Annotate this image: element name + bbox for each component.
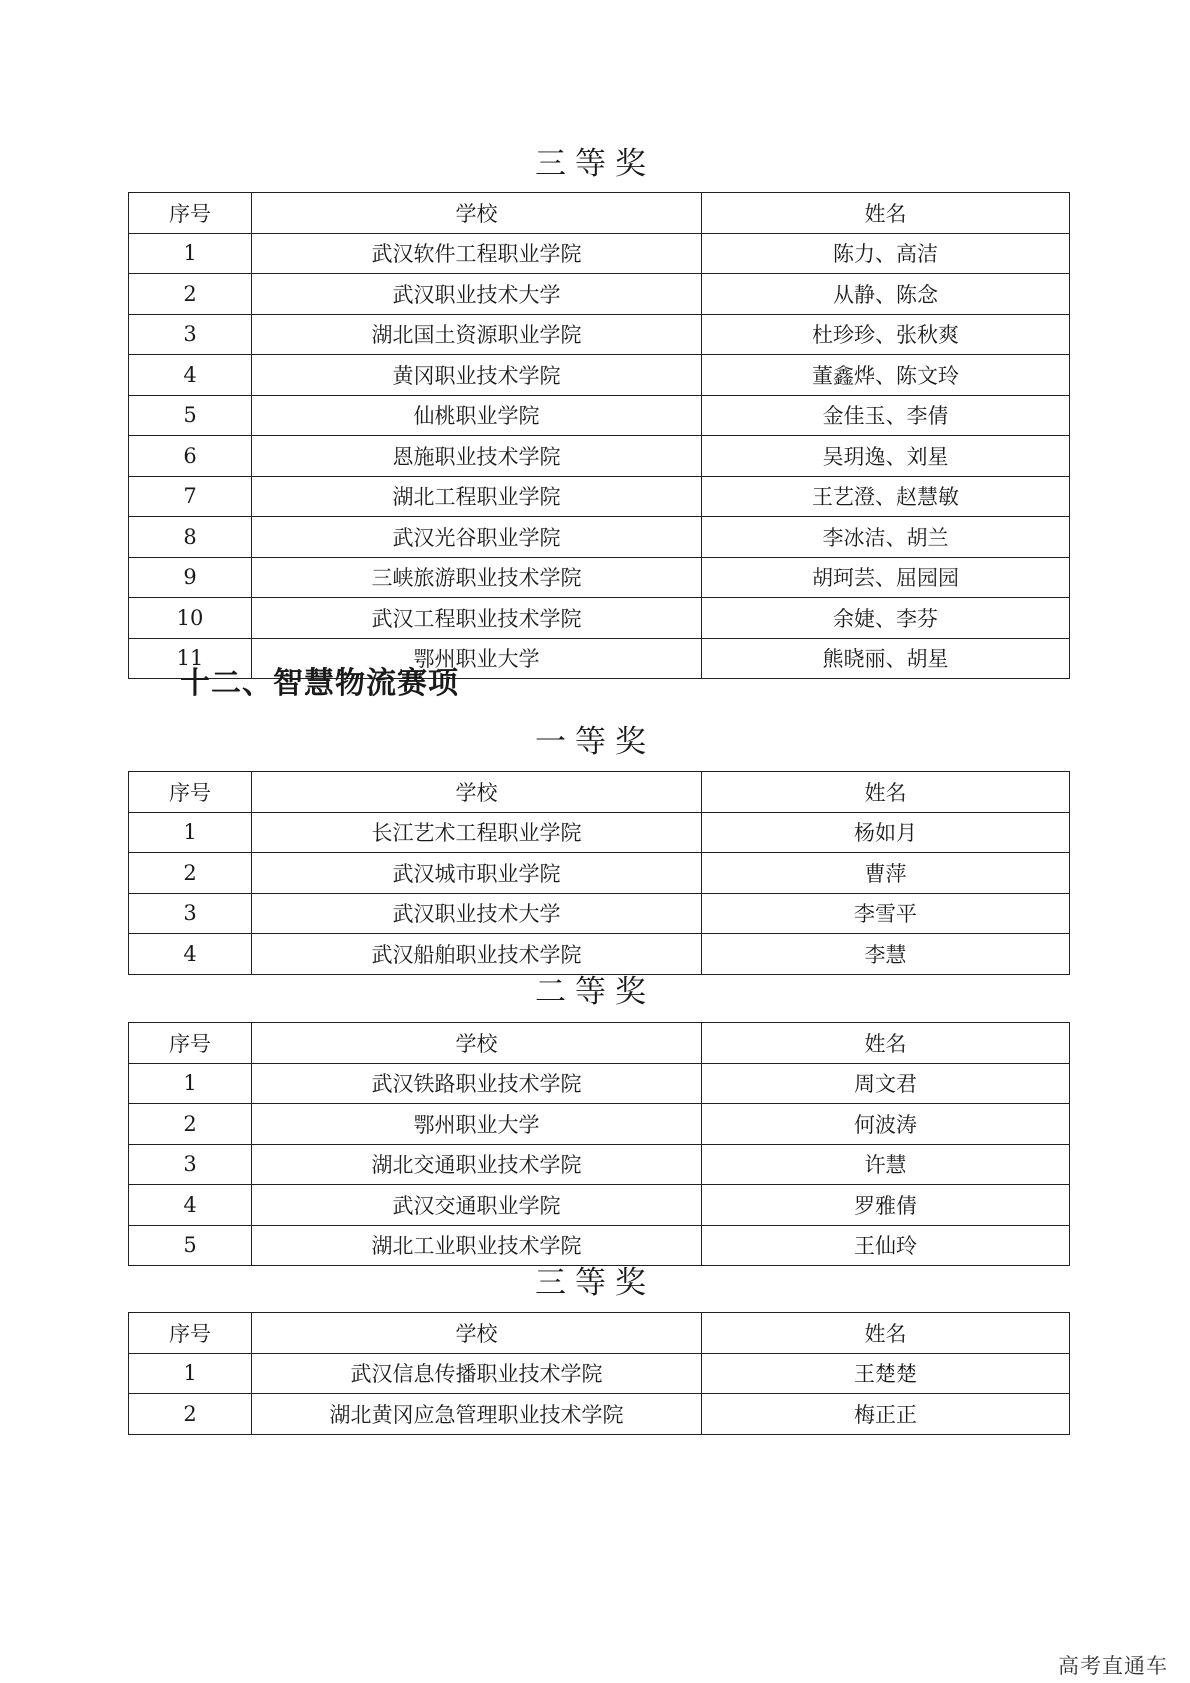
cell-index: 8 (129, 517, 252, 558)
table-row (129, 1185, 1070, 1226)
cell-school: 鄂州职业大学 (252, 638, 702, 679)
cell-school: 三峡旅游职业技术学院 (252, 557, 702, 598)
cell-school: 鄂州职业大学 (252, 1104, 702, 1145)
cell-school: 黄冈职业技术学院 (252, 355, 702, 396)
cell-school: 湖北国土资源职业学院 (252, 314, 702, 355)
cell-index: 11 (129, 638, 252, 679)
cell-school: 武汉铁路职业技术学院 (252, 1063, 702, 1104)
table-row (129, 1144, 1070, 1185)
header-name: 姓名 (702, 193, 1070, 234)
table-row (129, 233, 1070, 274)
award-heading-second: 二等奖 (535, 974, 655, 1010)
cell-index: 6 (129, 436, 252, 477)
cell-index: 1 (129, 1353, 252, 1394)
cell-school: 武汉信息传播职业技术学院 (252, 1353, 702, 1394)
cell-school: 湖北工程职业学院 (252, 476, 702, 517)
cell-index: 3 (129, 1144, 252, 1185)
cell-index: 9 (129, 557, 252, 598)
table-row (129, 853, 1070, 894)
cell-index: 7 (129, 476, 252, 517)
table-row (129, 1394, 1070, 1435)
award-table-first (128, 771, 1070, 975)
table-row (129, 517, 1070, 558)
header-index: 序号 (129, 1023, 252, 1064)
table-row (129, 557, 1070, 598)
cell-index: 5 (129, 395, 252, 436)
table-row (129, 893, 1070, 934)
cell-school: 长江艺术工程职业学院 (252, 812, 702, 853)
section-title: 十二、智慧物流赛项 (180, 666, 459, 701)
header-index: 序号 (129, 772, 252, 813)
table-row (129, 812, 1070, 853)
cell-school: 武汉船舶职业技术学院 (252, 934, 702, 975)
cell-index: 1 (129, 233, 252, 274)
table-header-row (129, 1023, 1070, 1064)
table-row (129, 395, 1070, 436)
cell-index: 2 (129, 1104, 252, 1145)
award-table-third-1 (128, 192, 1070, 679)
cell-name: 余婕、李芬 (702, 598, 1070, 639)
header-school: 学校 (252, 193, 702, 234)
table-row (129, 1353, 1070, 1394)
cell-name: 胡珂芸、屈园园 (702, 557, 1070, 598)
cell-name: 杜珍珍、张秋爽 (702, 314, 1070, 355)
award-table-third-2 (128, 1312, 1070, 1435)
cell-name: 梅正正 (702, 1394, 1070, 1435)
cell-name: 陈力、高洁 (702, 233, 1070, 274)
cell-index: 5 (129, 1225, 252, 1266)
cell-school: 武汉工程职业技术学院 (252, 598, 702, 639)
award-heading-third-2: 三等奖 (535, 1265, 655, 1301)
table-row (129, 476, 1070, 517)
cell-name: 从静、陈念 (702, 274, 1070, 315)
award-heading-first: 一等奖 (535, 724, 655, 760)
header-school: 学校 (252, 772, 702, 813)
table-header-row (129, 1313, 1070, 1354)
cell-school: 湖北黄冈应急管理职业技术学院 (252, 1394, 702, 1435)
cell-index: 1 (129, 1063, 252, 1104)
table-row (129, 934, 1070, 975)
cell-school: 仙桃职业学院 (252, 395, 702, 436)
cell-name: 何波涛 (702, 1104, 1070, 1145)
header-index: 序号 (129, 1313, 252, 1354)
cell-index: 2 (129, 274, 252, 315)
table-row (129, 598, 1070, 639)
cell-name: 李慧 (702, 934, 1070, 975)
cell-name: 吴玥逸、刘星 (702, 436, 1070, 477)
cell-name: 李冰洁、胡兰 (702, 517, 1070, 558)
cell-name: 杨如月 (702, 812, 1070, 853)
cell-school: 恩施职业技术学院 (252, 436, 702, 477)
header-name: 姓名 (702, 1023, 1070, 1064)
header-name: 姓名 (702, 1313, 1070, 1354)
cell-name: 熊晓丽、胡星 (702, 638, 1070, 679)
cell-index: 2 (129, 1394, 252, 1435)
table-row (129, 274, 1070, 315)
table-row (129, 1063, 1070, 1104)
cell-index: 3 (129, 893, 252, 934)
header-school: 学校 (252, 1023, 702, 1064)
cell-school: 湖北交通职业技术学院 (252, 1144, 702, 1185)
table-header-row (129, 772, 1070, 813)
cell-school: 武汉交通职业学院 (252, 1185, 702, 1226)
award-table-second (128, 1022, 1070, 1266)
cell-school: 武汉职业技术大学 (252, 274, 702, 315)
cell-index: 2 (129, 853, 252, 894)
cell-name: 董鑫烨、陈文玲 (702, 355, 1070, 396)
cell-school: 武汉光谷职业学院 (252, 517, 702, 558)
cell-school: 武汉职业技术大学 (252, 893, 702, 934)
cell-index: 3 (129, 314, 252, 355)
cell-school: 武汉软件工程职业学院 (252, 233, 702, 274)
header-name: 姓名 (702, 772, 1070, 813)
table-row (129, 1225, 1070, 1266)
cell-school: 湖北工业职业技术学院 (252, 1225, 702, 1266)
watermark-text: 高考直通车 (1058, 1654, 1168, 1678)
cell-name: 周文君 (702, 1063, 1070, 1104)
cell-index: 1 (129, 812, 252, 853)
cell-name: 李雪平 (702, 893, 1070, 934)
cell-name: 王艺澄、赵慧敏 (702, 476, 1070, 517)
table-row (129, 314, 1070, 355)
header-school: 学校 (252, 1313, 702, 1354)
cell-index: 4 (129, 355, 252, 396)
table-header-row (129, 193, 1070, 234)
cell-name: 许慧 (702, 1144, 1070, 1185)
cell-school: 武汉城市职业学院 (252, 853, 702, 894)
cell-name: 金佳玉、李倩 (702, 395, 1070, 436)
cell-index: 4 (129, 934, 252, 975)
table-row (129, 1104, 1070, 1145)
cell-name: 罗雅倩 (702, 1185, 1070, 1226)
cell-name: 曹萍 (702, 853, 1070, 894)
cell-name: 王仙玲 (702, 1225, 1070, 1266)
cell-name: 王楚楚 (702, 1353, 1070, 1394)
award-heading-third-1: 三等奖 (535, 146, 655, 182)
header-index: 序号 (129, 193, 252, 234)
cell-index: 10 (129, 598, 252, 639)
table-row (129, 355, 1070, 396)
table-row (129, 436, 1070, 477)
cell-index: 4 (129, 1185, 252, 1226)
